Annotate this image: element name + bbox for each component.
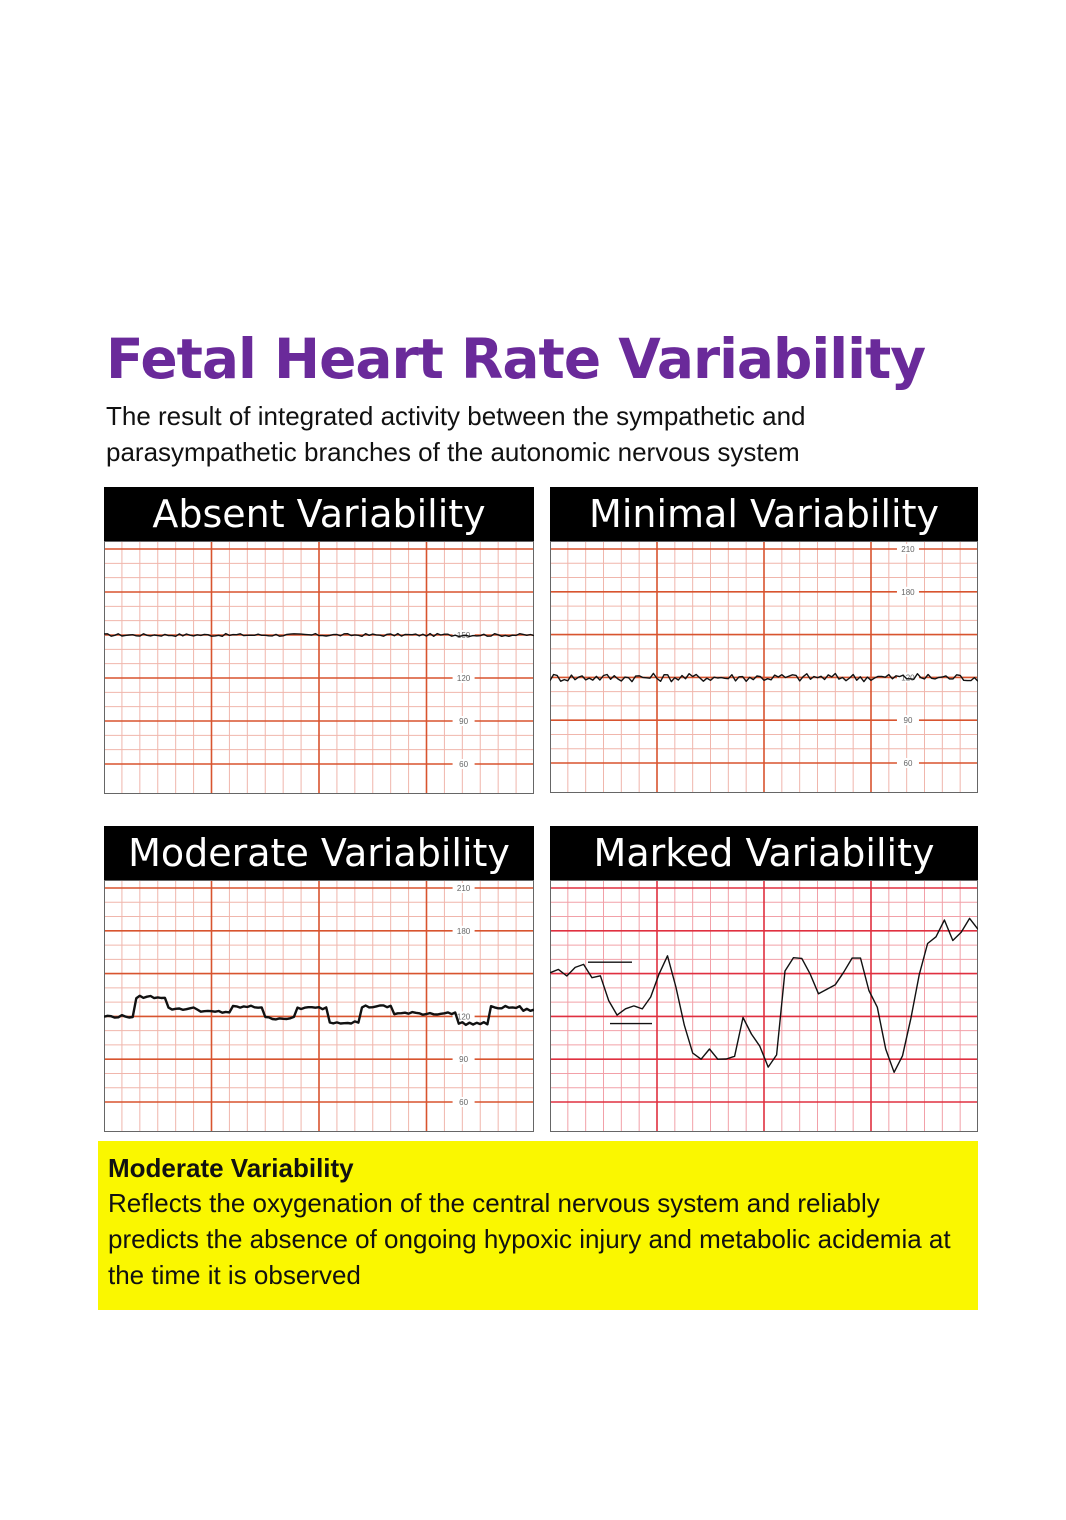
fhr-tracing-absent xyxy=(104,541,534,794)
scale-label: 150 xyxy=(456,631,471,640)
fhr-strip-minimal xyxy=(550,541,978,793)
panel-absent-variability xyxy=(104,487,534,794)
scale-label: 210 xyxy=(901,545,915,554)
panel-label: Minimal Variability xyxy=(550,487,978,541)
scale-label: 60 xyxy=(459,760,469,769)
panel-marked-variability xyxy=(550,826,978,1132)
scale-label: 90 xyxy=(459,1055,469,1065)
fhr-strip-marked xyxy=(550,880,978,1132)
callout-title: Moderate Variability xyxy=(108,1153,354,1183)
scale-label: 120 xyxy=(901,673,915,683)
moderate-variability-callout xyxy=(98,1141,978,1310)
scale-label: 60 xyxy=(903,759,913,768)
callout-body: Reflects the oxygenation of the central nervous system and reliably predicts the absence of ongoing hypoxic injury and metabolic acidemia at the time it is observed xyxy=(108,1188,951,1290)
fhr-tracing-moderate xyxy=(104,880,534,1132)
fhr-tracing-minimal xyxy=(550,541,978,793)
panel-moderate-variability xyxy=(104,826,534,1132)
scale-label: 90 xyxy=(903,716,913,726)
fhr-strip-moderate xyxy=(104,880,534,1132)
scale-label: 60 xyxy=(459,1098,469,1107)
page-subtitle: The result of integrated activity between the sympathetic and parasympathetic branches of the autonomic nervous system xyxy=(106,401,806,467)
scale-label: 180 xyxy=(456,926,471,936)
panel-label: Absent Variability xyxy=(104,487,534,541)
scale-label: 120 xyxy=(456,1012,471,1022)
fhr-tracing-marked xyxy=(550,880,978,1132)
panel-minimal-variability xyxy=(550,487,978,793)
page-title: Fetal Heart Rate Variability xyxy=(106,327,926,391)
scale-label: 90 xyxy=(459,717,469,726)
fhr-strip-absent xyxy=(104,541,534,794)
panel-label: Marked Variability xyxy=(550,826,978,880)
scale-label: 180 xyxy=(901,587,915,597)
scale-label: 210 xyxy=(456,884,471,893)
scale-label: 120 xyxy=(456,674,471,683)
panel-label: Moderate Variability xyxy=(104,826,534,880)
